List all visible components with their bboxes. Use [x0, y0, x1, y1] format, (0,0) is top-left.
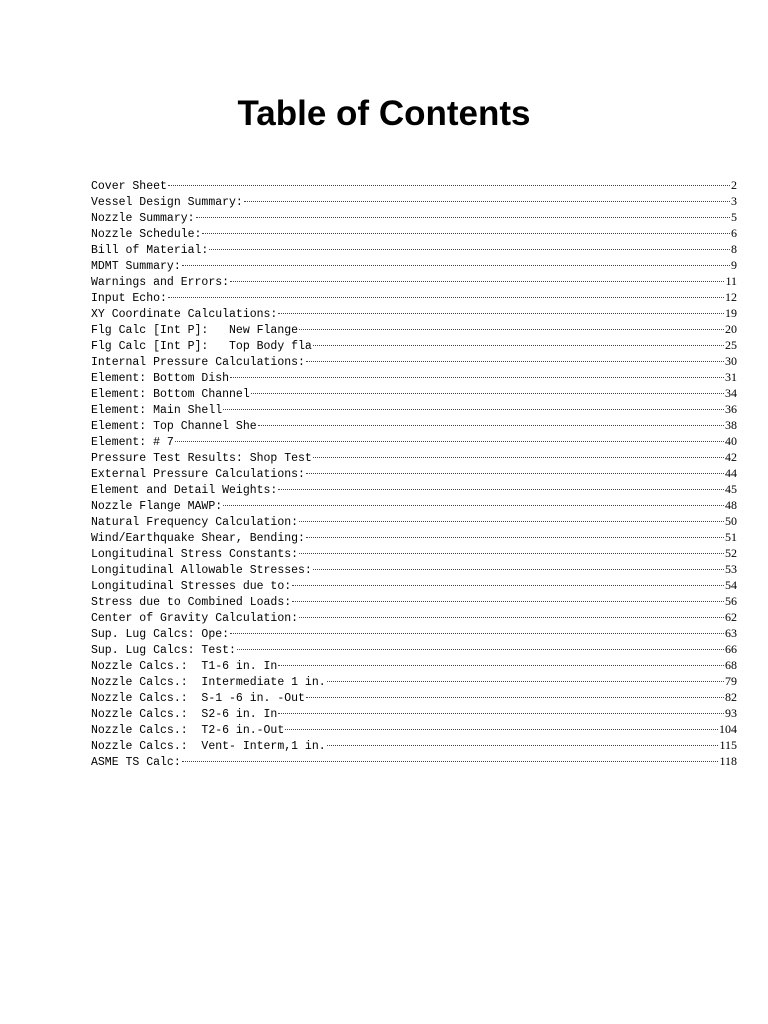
dot-leader: [168, 297, 724, 298]
toc-entry-label: ASME TS Calc:: [91, 756, 181, 769]
toc-entry-page-number: 6: [731, 226, 737, 240]
toc-entry-label: XY Coordinate Calculations:: [91, 308, 278, 321]
toc-entry[interactable]: [91, 385, 737, 401]
toc-entry-page-number: 50: [725, 514, 737, 528]
dot-leader: [223, 505, 724, 506]
toc-entry[interactable]: [91, 225, 737, 241]
dot-leader: [313, 345, 724, 346]
dot-leader: [292, 601, 724, 602]
toc-entry[interactable]: [91, 305, 737, 321]
toc-entry-label: Warnings and Errors:: [91, 276, 230, 289]
toc-entry-label: Bill of Material:: [91, 244, 209, 257]
dot-leader: [182, 265, 730, 266]
toc-entry[interactable]: [91, 753, 737, 769]
dot-leader: [278, 713, 724, 714]
dot-leader: [230, 377, 724, 378]
toc-entry-label: Nozzle Calcs.: S2-6 in. In: [91, 708, 278, 721]
toc-entry-page-number: 118: [719, 754, 737, 768]
toc-entry-page-number: 31: [725, 370, 737, 384]
toc-entry[interactable]: [91, 241, 737, 257]
dot-leader: [175, 441, 724, 442]
toc-entry-page-number: 45: [725, 482, 737, 496]
toc-entry[interactable]: [91, 657, 737, 673]
toc-entry-page-number: 25: [725, 338, 737, 352]
toc-entry[interactable]: [91, 577, 737, 593]
toc-entry[interactable]: [91, 593, 737, 609]
toc-entry[interactable]: [91, 737, 737, 753]
toc-entry[interactable]: [91, 401, 737, 417]
dot-leader: [182, 761, 719, 762]
dot-leader: [278, 489, 724, 490]
toc-entry-label: Nozzle Calcs.: T1-6 in. In: [91, 660, 278, 673]
toc-entry[interactable]: [91, 609, 737, 625]
toc-entry-page-number: 53: [725, 562, 737, 576]
toc-entry-label: Nozzle Calcs.: T2-6 in.-Out: [91, 724, 285, 737]
dot-leader: [313, 457, 724, 458]
dot-leader: [230, 281, 724, 282]
toc-entry-label: Vessel Design Summary:: [91, 196, 243, 209]
toc-entry[interactable]: [91, 209, 737, 225]
toc-entry-label: Nozzle Flange MAWP:: [91, 500, 223, 513]
toc-entry-label: Nozzle Calcs.: S-1 -6 in. -Out: [91, 692, 305, 705]
toc-entry[interactable]: [91, 513, 737, 529]
toc-entry-page-number: 54: [725, 578, 737, 592]
toc-entry-label: Element: Bottom Dish: [91, 372, 230, 385]
dot-leader: [313, 569, 724, 570]
page-title: Table of Contents: [237, 94, 531, 133]
toc-entry-page-number: 40: [725, 434, 737, 448]
toc-entry-label: Wind/Earthquake Shear, Bending:: [91, 532, 305, 545]
toc-entry[interactable]: [91, 449, 737, 465]
toc-entry-page-number: 42: [725, 450, 737, 464]
toc-entry-label: Internal Pressure Calculations:: [91, 356, 305, 369]
toc-entry-label: Flg Calc [Int P]: New Flange: [91, 324, 299, 337]
toc-entry-label: Nozzle Schedule:: [91, 228, 202, 241]
toc-entry-page-number: 34: [725, 386, 737, 400]
toc-entry[interactable]: [91, 545, 737, 561]
toc-entry[interactable]: [91, 369, 737, 385]
toc-entry-label: Input Echo:: [91, 292, 167, 305]
toc-entry[interactable]: [91, 561, 737, 577]
dot-leader: [306, 361, 724, 362]
toc-entry-label: Element: Bottom Channel: [91, 388, 250, 401]
toc-entry[interactable]: [91, 689, 737, 705]
toc-entry[interactable]: [91, 497, 737, 513]
toc-entry[interactable]: [91, 721, 737, 737]
dot-leader: [278, 313, 724, 314]
toc-entry-label: Nozzle Summary:: [91, 212, 195, 225]
toc-entry[interactable]: [91, 481, 737, 497]
toc-entry-page-number: 2: [731, 178, 737, 192]
toc-entry-page-number: 8: [731, 242, 737, 256]
toc-entry-label: Nozzle Calcs.: Vent- Interm,1 in.: [91, 740, 326, 753]
toc-entry-label: Element: Main Shell: [91, 404, 223, 417]
toc-entry-page-number: 52: [725, 546, 737, 560]
toc-entry-page-number: 20: [725, 322, 737, 336]
toc-entry-label: Pressure Test Results: Shop Test: [91, 452, 312, 465]
dot-leader: [258, 425, 724, 426]
dot-leader: [299, 553, 724, 554]
toc-entry[interactable]: [91, 257, 737, 273]
toc-entry-page-number: 19: [725, 306, 737, 320]
dot-leader: [168, 185, 730, 186]
dot-leader: [306, 473, 724, 474]
toc-entry-page-number: 115: [719, 738, 737, 752]
toc-entry[interactable]: [91, 337, 737, 353]
toc-entry-page-number: 30: [725, 354, 737, 368]
dot-leader: [306, 537, 724, 538]
toc-entry-label: Longitudinal Stress Constants:: [91, 548, 299, 561]
toc-entry-label: Element and Detail Weights:: [91, 484, 278, 497]
toc-entry-page-number: 62: [725, 610, 737, 624]
dot-leader: [237, 649, 724, 650]
toc-entry-page-number: 5: [731, 210, 737, 224]
toc-entry-label: Sup. Lug Calcs: Ope:: [91, 628, 230, 641]
toc-entry-label: Nozzle Calcs.: Intermediate 1 in.: [91, 676, 326, 689]
dot-leader: [223, 409, 724, 410]
toc-entry-label: Element: # 7: [91, 436, 174, 449]
dot-leader: [230, 633, 724, 634]
toc-entry-page-number: 104: [719, 722, 737, 736]
dot-leader: [209, 249, 730, 250]
dot-leader: [299, 617, 724, 618]
toc-entry-label: Sup. Lug Calcs: Test:: [91, 644, 236, 657]
toc-entry[interactable]: [91, 465, 737, 481]
toc-entry-label: Stress due to Combined Loads:: [91, 596, 292, 609]
dot-leader: [202, 233, 730, 234]
toc-entry-page-number: 36: [725, 402, 737, 416]
toc-entry-page-number: 38: [725, 418, 737, 432]
toc-entry-label: Longitudinal Stresses due to:: [91, 580, 292, 593]
toc-entry-label: MDMT Summary:: [91, 260, 181, 273]
toc-entry-page-number: 82: [725, 690, 737, 704]
toc-entry[interactable]: [91, 193, 737, 209]
toc-entry-page-number: 12: [725, 290, 737, 304]
toc-entry-page-number: 66: [725, 642, 737, 656]
toc-entry[interactable]: [91, 641, 737, 657]
toc-entry-label: External Pressure Calculations:: [91, 468, 305, 481]
toc-entry-page-number: 79: [725, 674, 737, 688]
toc-entry[interactable]: [91, 353, 737, 369]
toc-entry-page-number: 11: [725, 274, 737, 288]
toc-entry[interactable]: [91, 289, 737, 305]
toc-entry[interactable]: [91, 673, 737, 689]
toc-entry[interactable]: [91, 273, 737, 289]
toc-entry-page-number: 3: [731, 194, 737, 208]
dot-leader: [285, 729, 718, 730]
toc-entry-page-number: 48: [725, 498, 737, 512]
toc-entry[interactable]: [91, 625, 737, 641]
toc-entry-page-number: 56: [725, 594, 737, 608]
toc-entry-page-number: 93: [725, 706, 737, 720]
toc-entry[interactable]: [91, 321, 737, 337]
dot-leader: [251, 393, 724, 394]
toc-entry-page-number: 68: [725, 658, 737, 672]
dot-leader: [327, 681, 724, 682]
toc-entry-label: Longitudinal Allowable Stresses:: [91, 564, 312, 577]
toc-entry[interactable]: [91, 417, 737, 433]
dot-leader: [299, 329, 724, 330]
toc-entry-label: Flg Calc [Int P]: Top Body fla: [91, 340, 312, 353]
dot-leader: [278, 665, 724, 666]
toc-entry-page-number: 63: [725, 626, 737, 640]
toc-entry[interactable]: [91, 529, 737, 545]
toc-entry-label: Natural Frequency Calculation:: [91, 516, 299, 529]
toc-entry-label: Cover Sheet: [91, 180, 167, 193]
dot-leader: [299, 521, 724, 522]
dot-leader: [196, 217, 730, 218]
toc-entry-label: Element: Top Channel She: [91, 420, 257, 433]
dot-leader: [306, 697, 724, 698]
toc-list: [91, 177, 737, 769]
dot-leader: [327, 745, 719, 746]
dot-leader: [292, 585, 724, 586]
toc-entry-page-number: 44: [725, 466, 737, 480]
toc-entry[interactable]: [91, 177, 737, 193]
toc-entry[interactable]: [91, 705, 737, 721]
toc-entry-page-number: 51: [725, 530, 737, 544]
toc-entry[interactable]: [91, 433, 737, 449]
toc-entry-label: Center of Gravity Calculation:: [91, 612, 299, 625]
toc-entry-page-number: 9: [731, 258, 737, 272]
dot-leader: [244, 201, 730, 202]
